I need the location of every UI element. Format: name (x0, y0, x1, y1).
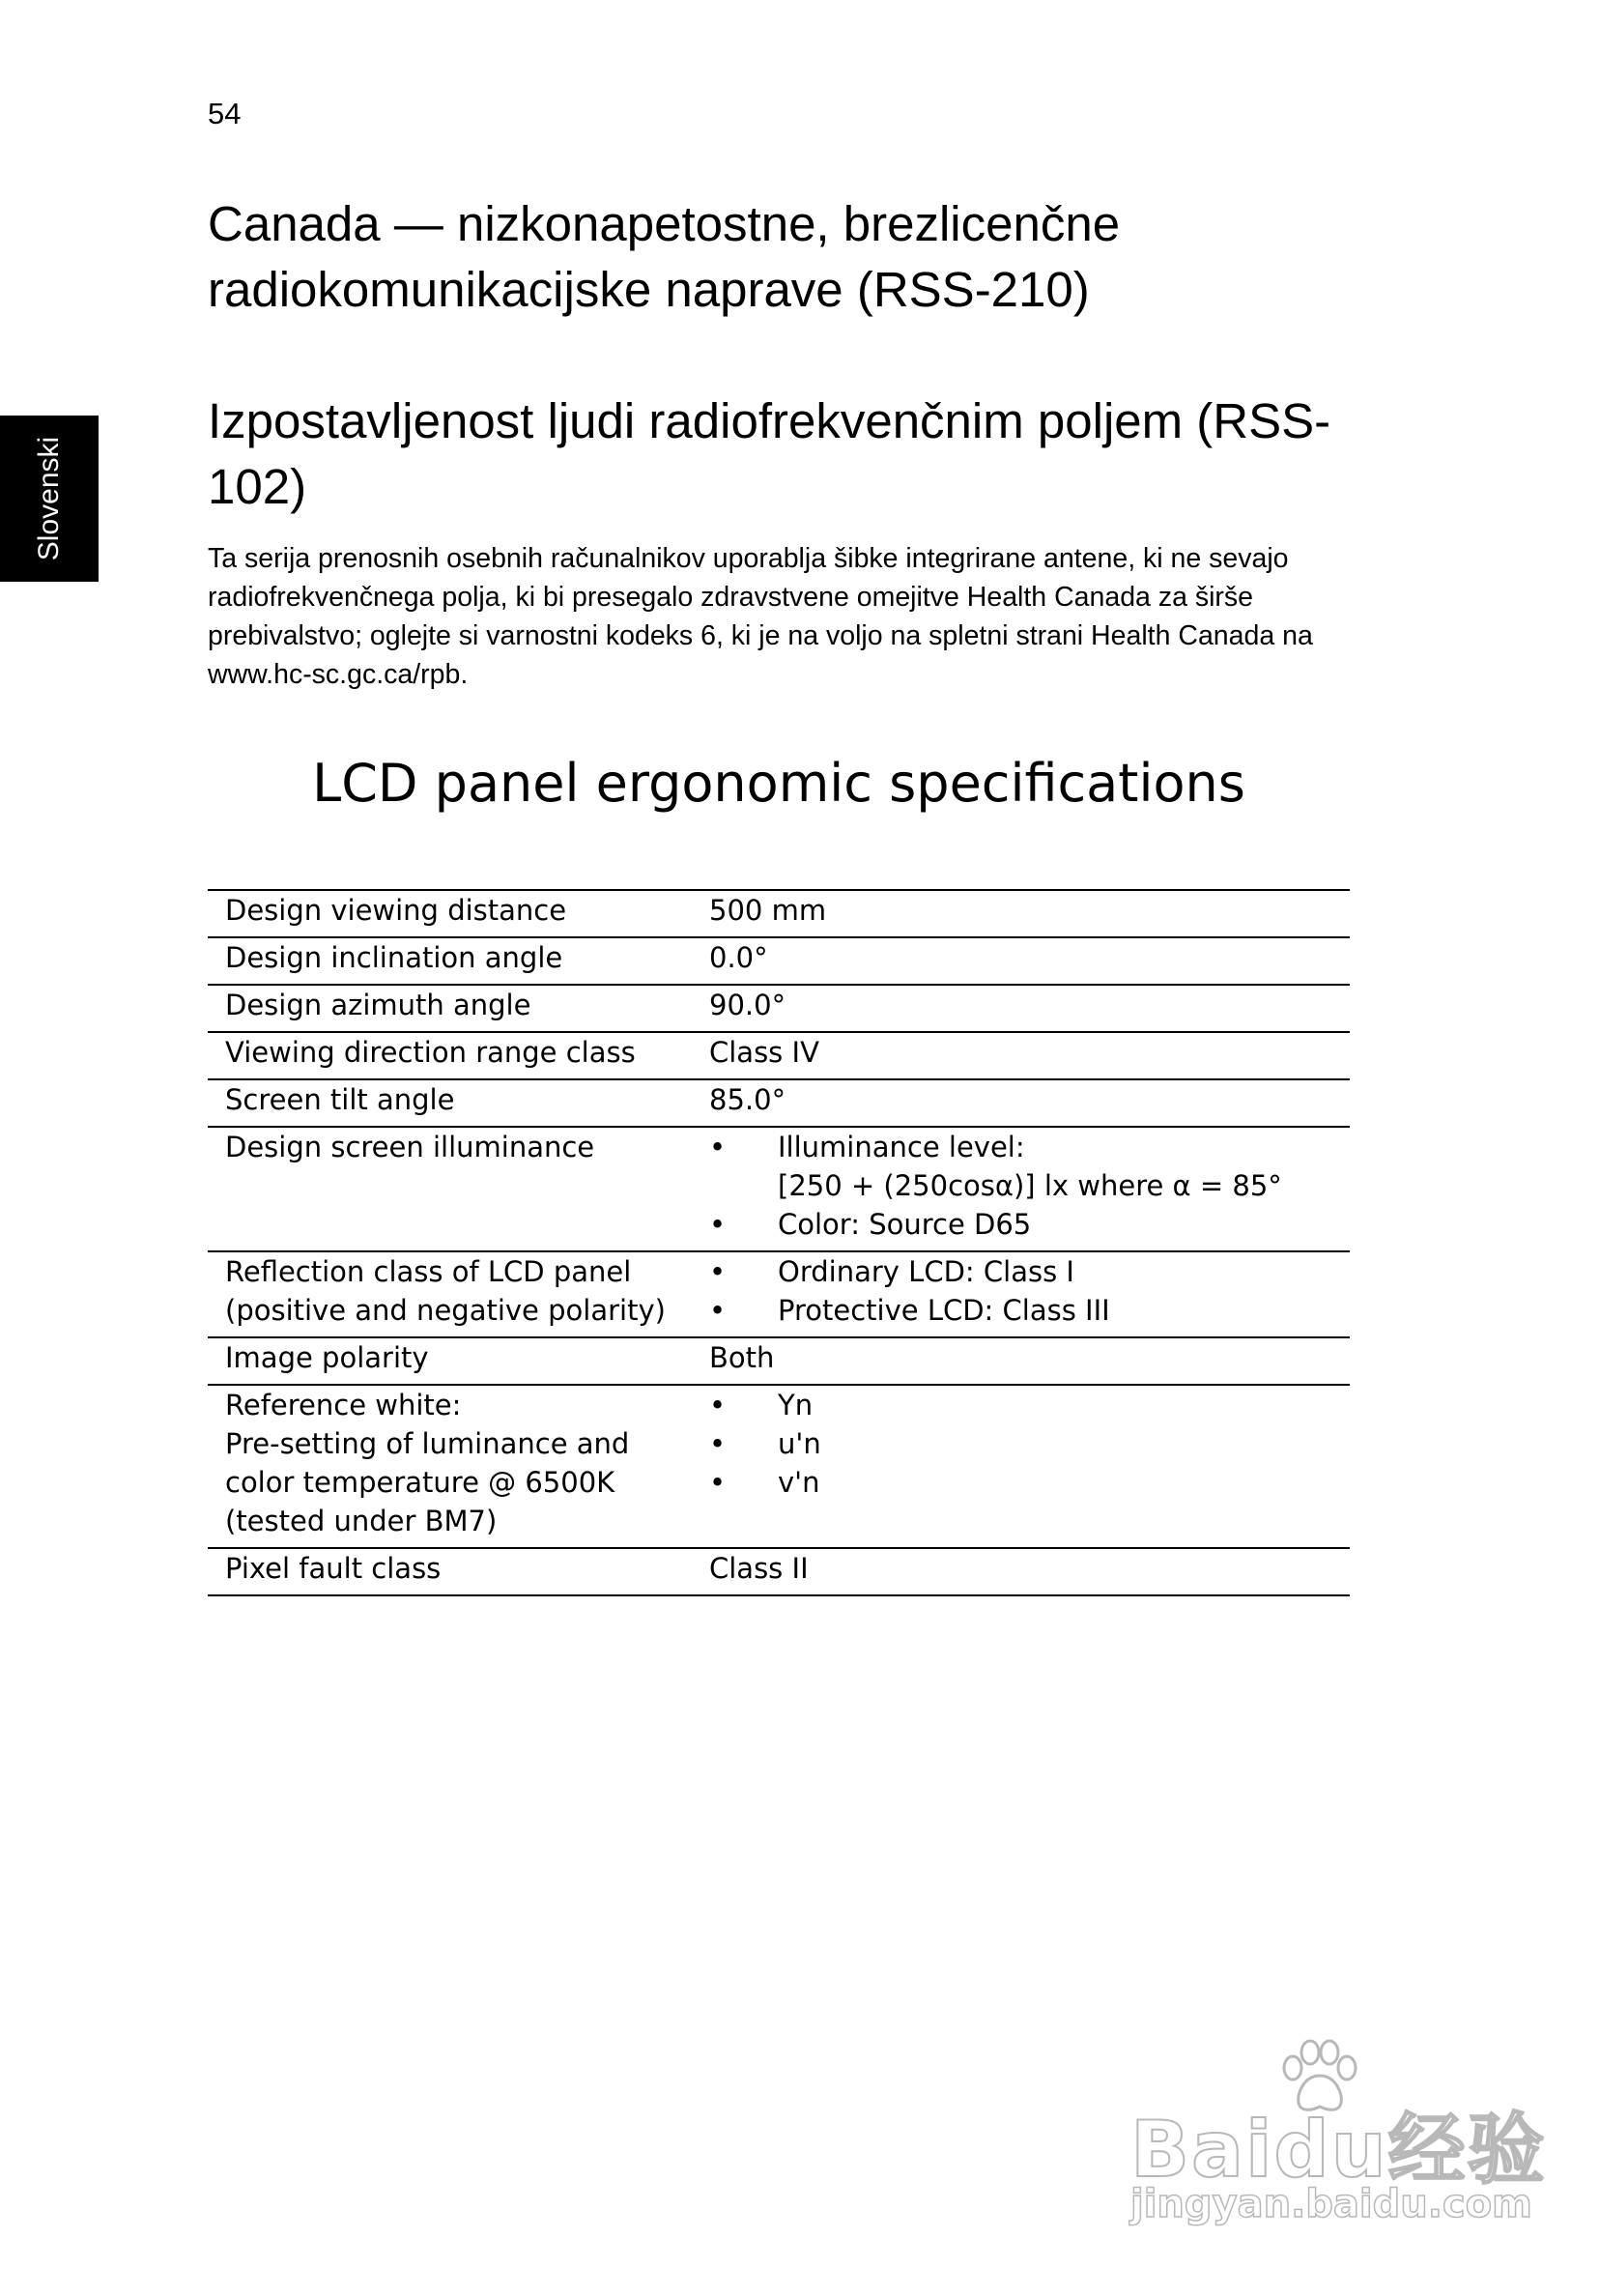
baidu-watermark (1130, 2039, 1547, 2237)
watermark-brand: Baidu经验 (1130, 2105, 1547, 2195)
spec-row (208, 985, 1350, 1032)
bullet-dot: • (709, 1131, 727, 1163)
watermark-url: jingyan.baidu.com (1130, 2182, 1532, 2226)
bullet-text-line: u'n (778, 1427, 821, 1460)
language-side-tab (0, 416, 99, 582)
spec-value (709, 1079, 1350, 1127)
rf-exposure-heading: Izpostavljenost ljudi radiofrekvenčnim poljem (RSS-102) (208, 393, 1331, 514)
bullet-text-line: Protective LCD: Class III (778, 1294, 1110, 1327)
spec-value (709, 1548, 1350, 1595)
spec-row (208, 1251, 1350, 1337)
spec-value-text: Class IV (709, 1036, 819, 1069)
lcd-specs-table (208, 889, 1350, 1596)
spec-label (208, 1337, 709, 1385)
spec-value-text: 500 mm (709, 894, 827, 927)
bullet-text (778, 1463, 820, 1502)
spec-label (208, 985, 709, 1032)
lcd-specs-title: LCD panel ergonomic specifications (312, 753, 1245, 814)
bullet-text (778, 1205, 1031, 1244)
spec-label (208, 1079, 709, 1127)
spec-label-line: Pre-setting of luminance and (225, 1427, 630, 1460)
spec-label (208, 1385, 709, 1548)
spec-label (208, 890, 709, 937)
page-number: 54 (208, 97, 242, 130)
bullet-text (778, 1386, 813, 1424)
bullet-text (778, 1252, 1074, 1291)
spec-row (208, 937, 1350, 985)
spec-value (709, 1251, 1350, 1337)
spec-value (709, 890, 1350, 937)
spec-label (208, 1127, 709, 1251)
bullet-dot: • (709, 1294, 727, 1327)
bullet-dot: • (709, 1208, 727, 1241)
spec-bullet-item (709, 1424, 1350, 1463)
spec-bullet-item (709, 1291, 1350, 1330)
spec-value (709, 937, 1350, 985)
spec-value-text: 0.0° (709, 941, 768, 974)
spec-row (208, 1337, 1350, 1385)
spec-label-line: Reference white: (225, 1389, 462, 1421)
bullet-text (778, 1128, 1282, 1205)
spec-row (208, 1032, 1350, 1079)
bullet-text-line: v'n (778, 1466, 820, 1499)
bullet-dot: • (709, 1427, 727, 1460)
spec-value (709, 1127, 1350, 1251)
spec-label (208, 937, 709, 985)
rf-exposure-paragraph: Ta serija prenosnih osebnih računalnikov uporablja šibke integrirane antene, ki ne sevajo radiofrekvenčnega polja, ki bi presegalo zdravstvene omejitve Health Canada za širše prebivalstvo; oglejte si varnostni kodeks 6, ki je na voljo na spletni strani Health Canada na www.hc-sc.gc.ca/rpb. (208, 543, 1313, 690)
side-tab-label: Slovenski (33, 436, 65, 561)
bullet-text-line: [250 + (250cosα)] lx where α = 85° (778, 1169, 1282, 1202)
bullet-dot: • (709, 1255, 727, 1288)
bullet-text-line: Illuminance level: (778, 1131, 1025, 1163)
spec-label-line: Design inclination angle (225, 941, 563, 974)
spec-label-line: Design screen illuminance (225, 1131, 595, 1163)
bullet-text-line: Ordinary LCD: Class I (778, 1255, 1074, 1288)
spec-label-line: Screen tilt angle (225, 1083, 455, 1116)
bullet-dot: • (709, 1466, 727, 1499)
spec-bullet-item (709, 1252, 1350, 1291)
spec-bullet-item (709, 1128, 1350, 1205)
spec-value (709, 1337, 1350, 1385)
bullet-text-line: Color: Source D65 (778, 1208, 1032, 1241)
spec-label-line: (positive and negative polarity) (225, 1294, 666, 1327)
spec-value-text: Both (709, 1341, 775, 1374)
spec-bullet-item (709, 1386, 1350, 1424)
spec-row (208, 890, 1350, 937)
spec-value (709, 1385, 1350, 1548)
spec-row (208, 1548, 1350, 1595)
spec-bullet-item (709, 1205, 1350, 1244)
spec-row (208, 1127, 1350, 1251)
spec-label-line: Reflection class of LCD panel (225, 1255, 632, 1288)
spec-label-line: color temperature @ 6500K (225, 1466, 615, 1499)
spec-label-line: Image polarity (225, 1341, 429, 1374)
spec-value-text: Class II (709, 1552, 809, 1585)
spec-row (208, 1385, 1350, 1548)
bullet-text (778, 1291, 1110, 1330)
spec-label (208, 1251, 709, 1337)
spec-label-line: (tested under BM7) (225, 1505, 498, 1537)
bullet-text (778, 1424, 821, 1463)
bullet-text-line: Yn (778, 1389, 814, 1421)
spec-row (208, 1079, 1350, 1127)
spec-label-line: Design azimuth angle (225, 989, 531, 1021)
spec-label (208, 1548, 709, 1595)
spec-label-line: Design viewing distance (225, 894, 567, 927)
spec-bullet-item (709, 1463, 1350, 1502)
spec-value-text: 85.0° (709, 1083, 786, 1116)
bullet-dot: • (709, 1389, 727, 1421)
spec-value (709, 985, 1350, 1032)
spec-value-text: 90.0° (709, 989, 786, 1021)
spec-value (709, 1032, 1350, 1079)
spec-label-line: Pixel fault class (225, 1552, 442, 1585)
spec-label-line: Viewing direction range class (225, 1036, 636, 1069)
spec-label (208, 1032, 709, 1079)
canada-rss210-heading: Canada — nizkonapetostne, brezlicenčne radiokomunikacijske naprave (RSS-210) (208, 196, 1121, 317)
